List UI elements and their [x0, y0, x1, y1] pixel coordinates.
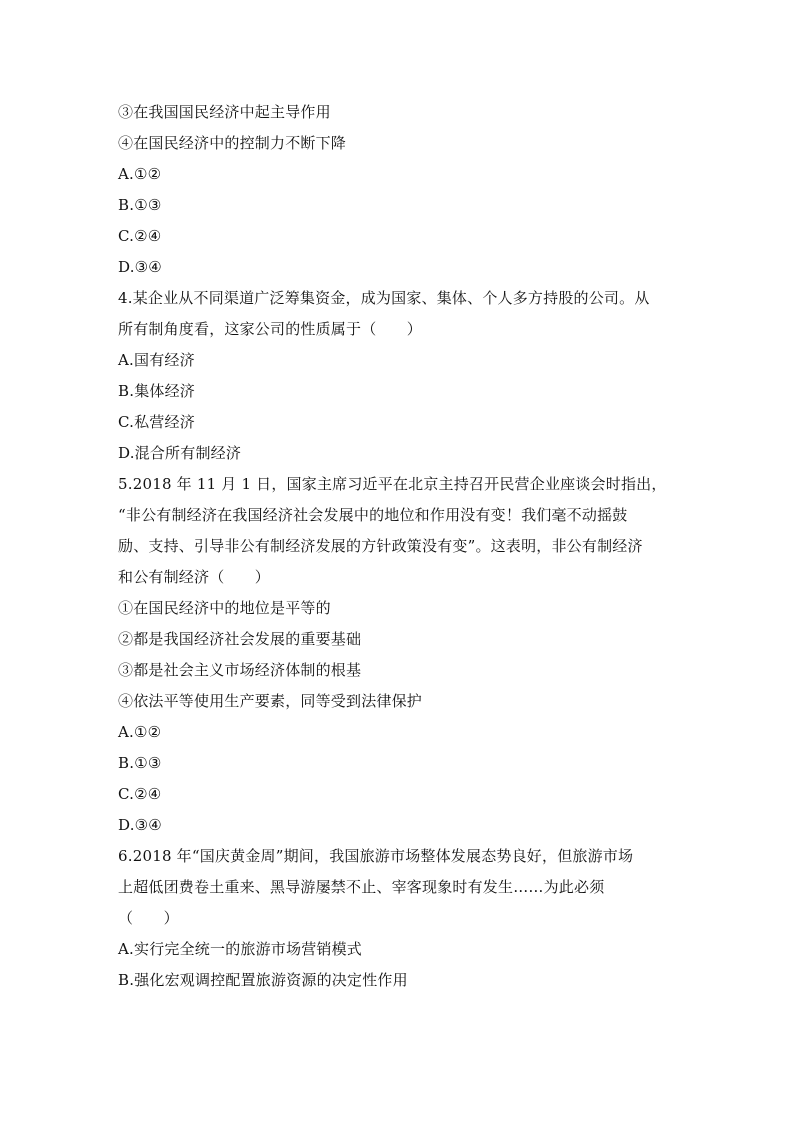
q5-option-a[interactable]: A.①② — [118, 723, 162, 741]
q5-item-2: ②都是我国经济社会发展的重要基础 — [118, 630, 362, 648]
q5-option-b[interactable]: B.①③ — [118, 754, 162, 772]
q6-option-b[interactable]: B.强化宏观调控配置旅游资源的决定性作用 — [118, 971, 408, 989]
q5-item-1: ①在国民经济中的地位是平等的 — [118, 599, 331, 617]
q3-option-b[interactable]: B.①③ — [118, 196, 162, 214]
q4-option-a[interactable]: A.国有经济 — [118, 351, 195, 369]
q6-stem-line2: 上超低团费卷土重来、黑导游屡禁不止、宰客现象时有发生……为此必须 — [118, 878, 605, 896]
q6-option-a[interactable]: A.实行完全统一的旅游市场营销模式 — [118, 940, 363, 958]
q3-option-a[interactable]: A.①② — [118, 165, 162, 183]
q5-item-3: ③都是社会主义市场经济体制的根基 — [118, 661, 362, 679]
q6-stem-line1: 6.2018 年“国庆黄金周”期间，我国旅游市场整体发展态势良好，但旅游市场 — [118, 847, 634, 865]
q5-item-4: ④依法平等使用生产要素，同等受到法律保护 — [118, 692, 423, 710]
q5-option-d[interactable]: D.③④ — [118, 816, 162, 834]
q4-stem-line1: 4.某企业从不同渠道广泛筹集资金，成为国家、集体、个人多方持股的公司。从 — [118, 289, 650, 307]
q4-option-c[interactable]: C.私营经济 — [118, 413, 195, 431]
q5-stem-line4: 和公有制经济（ ） — [118, 568, 271, 586]
q3-option-c[interactable]: C.②④ — [118, 227, 162, 245]
q5-stem-line3: 励、支持、引导非公有制经济发展的方针政策没有变”。这表明，非公有制经济 — [118, 537, 643, 555]
q5-option-c[interactable]: C.②④ — [118, 785, 162, 803]
q5-stem-line1: 5.2018 年 11 月 1 日，国家主席习近平在北京主持召开民营企业座谈会时指出， — [118, 475, 667, 493]
exam-page — [118, 97, 678, 996]
q3-item-3: ③在我国国民经济中起主导作用 — [118, 103, 331, 121]
q3-option-d[interactable]: D.③④ — [118, 258, 162, 276]
q4-stem-line2: 所有制角度看，这家公司的性质属于（ ） — [118, 320, 423, 338]
q4-option-b[interactable]: B.集体经济 — [118, 382, 195, 400]
q6-stem-line3: （ ） — [118, 909, 179, 927]
q3-item-4: ④在国民经济中的控制力不断下降 — [118, 134, 347, 152]
q4-option-d[interactable]: D.混合所有制经济 — [118, 444, 242, 462]
q5-stem-line2: “非公有制经济在我国经济社会发展中的地位和作用没有变！我们毫不动摇鼓 — [118, 506, 628, 524]
